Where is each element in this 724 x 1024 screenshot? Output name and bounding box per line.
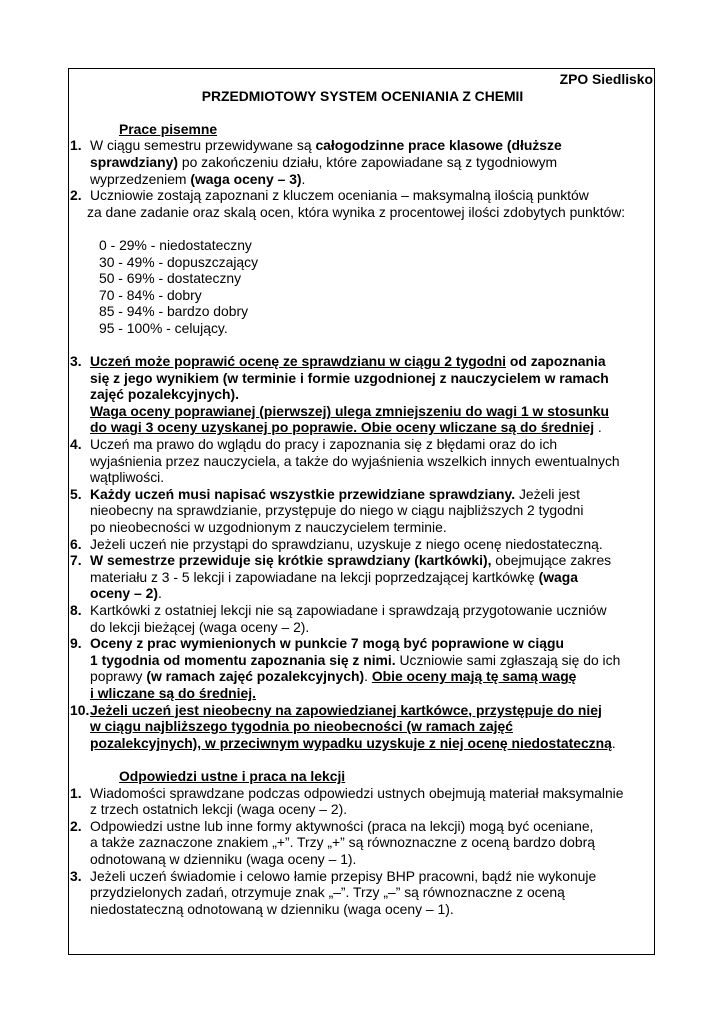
list-item: 3. Jeżeli uczeń świadomie i celowo łamie przepisy BHP pracowni, bądź nie wykonuje [70,867,597,884]
grade-scale-row: 50 - 69% - dostateczny [99,270,242,287]
grade-scale-row: 70 - 84% - dobry [99,286,202,303]
list-item: 2. Uczniowie zostają zapoznani z kluczem oceniania – maksymalną ilością punktów [70,187,589,204]
list-item: 7. W semestrze przewiduje się krótkie sprawdziany (kartkówki), obejmujące zakres [70,552,612,569]
list-item: 8. Kartkówki z ostatniej lekcji nie są zapowiadane i sprawdzają przygotowanie uczniów [70,602,607,618]
list-item: 3. Uczeń może poprawić ocenę ze sprawdzianu w ciągu 2 tygodni od zapoznania [70,353,606,370]
grade-scale-row: 95 - 100% - celujący. [99,319,228,336]
list-item: 10.Jeżeli uczeń jest nieobecny na zapowiedzianej kartkówce, przystępuje do niej [70,701,602,718]
list-item: 1. Wiadomości sprawdzane podczas odpowiedzi ustnych obejmują materiał maksymalnie [70,784,624,801]
list-item: 1. W ciągu semestru przewidywane są całogodzinne prace klasowe (dłuższe [70,137,562,154]
list-item: 2. Odpowiedzi ustne lub inne formy aktywności (praca na lekcji) mogą być oceniane, [70,817,594,834]
grade-scale-row: 30 - 49% - dopuszczający [99,253,259,270]
school-name: ZPO Siedlisko [559,71,653,87]
document-title: PRZEDMIOTOWY SYSTEM OCENIANIA Z CHEMII [201,87,524,104]
list-item: 4. Uczeń ma prawo do wglądu do pracy i zapoznania się z błędami oraz do ich [70,436,558,453]
list-item: 9. Oceny z prac wymienionych w punkcie 7 mogą być poprawione w ciągu [70,635,564,652]
section-heading-written: Prace pisemne [119,120,218,137]
document-body: ZPO Siedlisko PRZEDMIOTOWY SYSTEM OCENIANIA Z CHEMII Prace pisemne 1. W ciągu semestru przewidywane są całogodzinne prace klasowe (dłuższe sprawdziany) po zakończeniu działu, które zapowiadane są z tygodniowym wyprzedzeniem (waga oceny – 3). 2. Uczniowie zostają zapoznani z kluczem oceniania – maksymalną ilością punktów za dane zadanie oraz skalą ocen, która wynika z procentowej ilości zdobytych punktów: 0 - 29% - niedostateczny 30 - 49% - dopuszczający 50 - 69% - dostateczny 70 - 84% - dobry 85 - 94% - bardzo dobry 95 - 100% - celujący. 3. Uczeń może poprawić ocenę ze sprawdzianu w ciągu 2 tygodni od zapoznania się z jego wynikiem (w terminie i formie uzgodnionej z nauczycielem w ramach zajęć pozalekcyjnych). Waga oceny poprawianej (pierwszej) ulega zmniejszeniu do wagi 1 w stosunku do wagi 3 oceny uzyskanej po poprawie. Obie oceny wliczane są do średniej . 4. Uczeń ma prawo do wglądu do pracy i zapoznania się z błędami oraz do ich wyjaśnienia przez nauczyciela, a także do wyjaśnienia wszelkich innych ewentualnych wątpliwości. 5. Każdy uczeń musi napisać wszystkie przewidziane sprawdziany. Jeżeli jest nieobecny na sprawdzianie, przystępuje do niego w ciągu najbliższych 2 tygodni po nieobecności w uzgodnionym z nauczycielem terminie. 6. Jeżeli uczeń nie przystąpi do sprawdzianu, uzyskuje z niego ocenę niedostateczną. 7. W semestrze przewiduje się krótkie sprawdziany (kartkówki), obejmujące zakres materiału z 3 - 5 lekcji i zapowiadane na lekcji poprzedzającej kartkówkę (waga oceny – 2). 8. Kartkówki z ostatniej lekcji nie są zapowiadane i sprawdzają przygotowanie uczniów do lekcji bieżącej (waga oceny – 2). 9. Oceny z prac wymienionych w punkcie 7 mogą być poprawione w ciągu 1 tygodnia od momentu zapoznania się z nimi. Uczniowie sami zgłaszają się do ich poprawy (w ramach zajęć pozalekcyjnych). Obie oceny mają tę samą wagę i wliczane są do średniej. 10.Jeżeli uczeń jest nieobecny na zapowiedzianej kartkówce, przystępuje do niej w ciągu najbliższego tygodnia po nieobecności (w ramach zajęć pozalekcyjnych), w przeciwnym wypadku uzyskuje z niej ocenę niedostateczną. Odpowiedzi ustne i praca na lekcji 1. Wiadomości sprawdzane podczas odpowiedzi ustnych obejmują materiał maksymalnie z trzech ostatnich lekcji (waga oceny – 2). 2. Odpowiedzi ustne lub inne formy aktywności (praca na lekcji) mogą być oceniane, a także zaznaczone znakiem „+”. Trzy „+” są równoznaczne z oceną bardzo dobrą odnotowaną w dzienniku (waga oceny – 1). 3. Jeżeli uczeń świadomie i celowo łamie przepisy BHP pracowni, bądź nie wykonuje przydzielonych zadań, otrzymuje znak „–”. Trzy „–” są równoznaczne z oceną niedostateczną odnotowaną w dzienniku (waga oceny – 1). [70,71,653,917]
grade-scale-row: 0 - 29% - niedostateczny [99,236,252,253]
list-item: 6. Jeżeli uczeń nie przystąpi do sprawdzianu, uzyskuje z niego ocenę niedostateczną. [70,535,603,552]
list-item: 5. Każdy uczeń musi napisać wszystkie przewidziane sprawdziany. Jeżeli jest [70,485,580,502]
grade-scale-row: 85 - 94% - bardzo dobry [99,303,249,320]
section-heading-oral: Odpowiedzi ustne i praca na lekcji [119,767,346,784]
